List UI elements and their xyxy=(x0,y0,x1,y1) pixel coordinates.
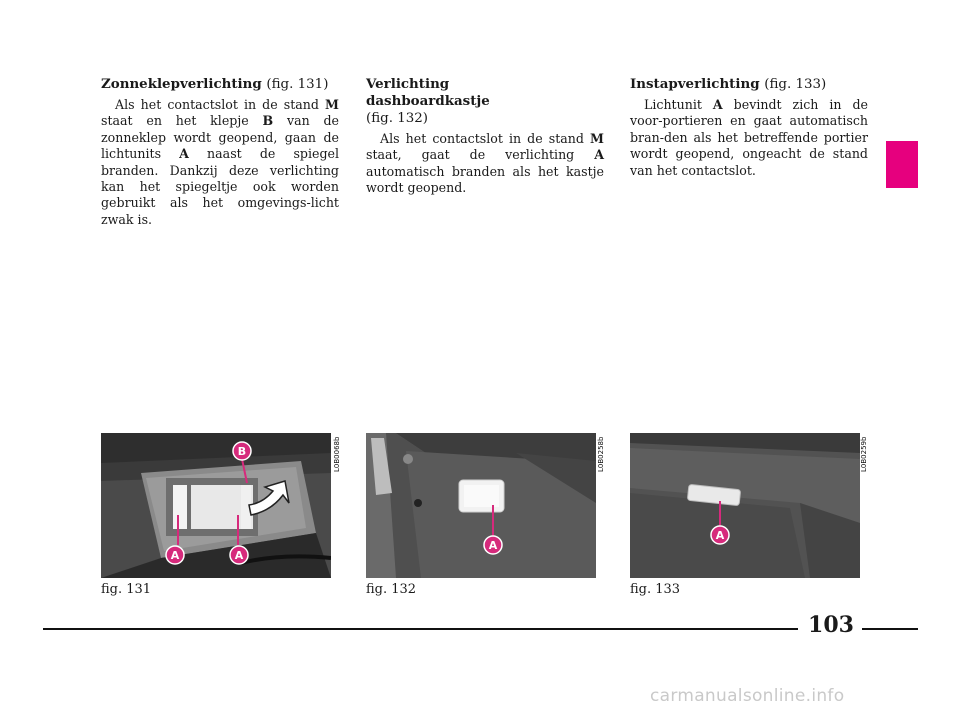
figure-code: L0B0259b xyxy=(860,436,868,472)
section-body: Als het contactslot in de stand M staat en het klepje B van de zonneklep wordt geopend, gaan de lichtunits A naast de spiegel branden. Dankzij deze verlichting kan het spiegeltje ook worden gebruikt als het omgevings-licht zwak is. xyxy=(101,97,339,227)
callout-label: A xyxy=(234,549,244,562)
section-body: Lichtunit A bevindt zich in de voor-portieren en gaat automatisch bran-den als het betreffende portier wordt geopend, ongeacht de stand van het contactslot. xyxy=(630,97,868,178)
section-heading: Zonneklepverlichting (fig. 131) xyxy=(101,76,329,92)
figure-132-photo xyxy=(366,433,596,578)
figure-133-photo xyxy=(630,433,860,578)
section-heading: Instapverlichting (fig. 133) xyxy=(630,76,827,92)
figure-caption: fig. 131 xyxy=(101,582,152,597)
figure-code: L0B0258b xyxy=(597,436,605,472)
footer-rule-right xyxy=(862,628,918,630)
section-glovebox-lighting xyxy=(366,76,604,197)
callout-label: B xyxy=(237,445,247,458)
watermark: carmanualsonline.info xyxy=(650,686,845,706)
figure-code: L0B0068b xyxy=(333,436,341,472)
page-number: 103 xyxy=(808,612,854,638)
section-body: Als het contactslot in de stand M staat, gaat de verlichting A automatisch branden als het kastje wordt geopend. xyxy=(366,131,604,196)
section-courtesy-lighting xyxy=(630,76,868,179)
section-sun-visor-lighting xyxy=(101,76,339,228)
footer-rule-left xyxy=(43,628,798,630)
callout-label: A xyxy=(170,549,180,562)
callout-label: A xyxy=(488,539,498,552)
section-heading: Verlichting dashboardkastje (fig. 132) xyxy=(366,76,490,126)
figure-caption: fig. 133 xyxy=(630,582,681,597)
callout-label: A xyxy=(715,529,725,542)
figure-131-photo xyxy=(101,433,331,578)
chapter-tab-marker xyxy=(886,141,918,188)
figure-caption: fig. 132 xyxy=(366,582,417,597)
